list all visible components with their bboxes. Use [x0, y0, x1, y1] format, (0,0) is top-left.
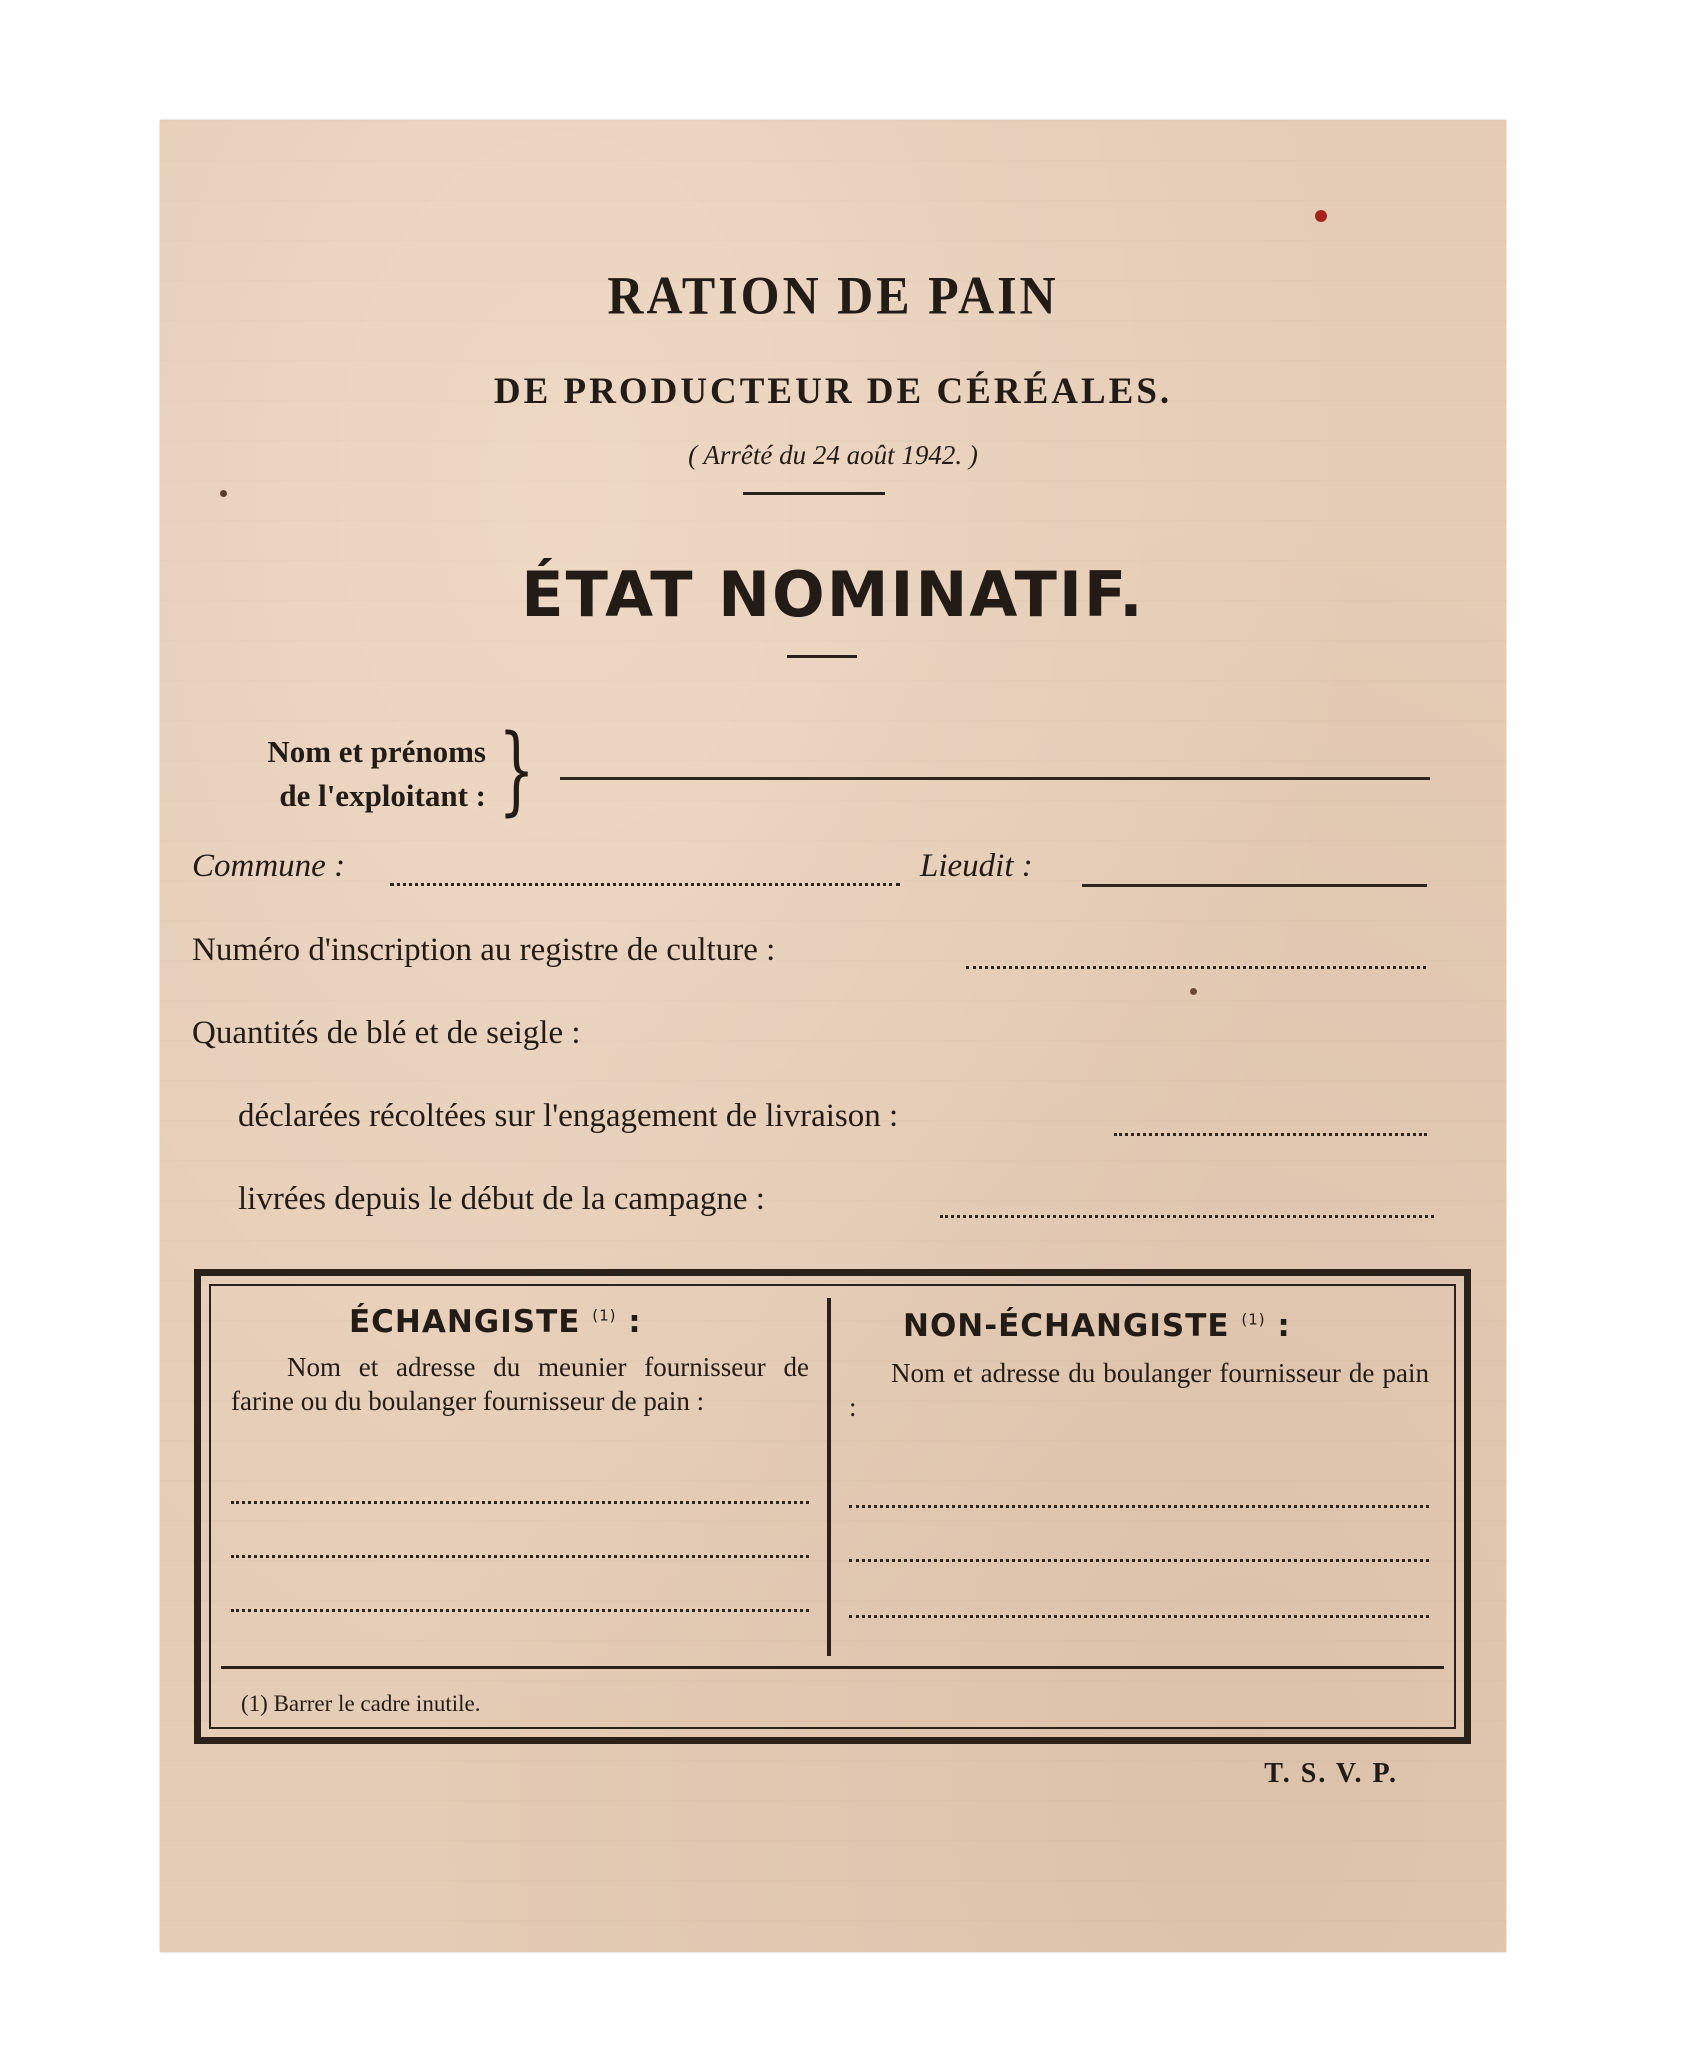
- registration-label: Numéro d'inscription au registre de culture :: [192, 932, 776, 968]
- form-title: RATION DE PAIN: [607, 264, 1059, 326]
- name-label: [190, 730, 486, 818]
- name-label-line2: de l'exploitant :: [279, 778, 486, 813]
- echangiste-line-1[interactable]: [231, 1498, 809, 1504]
- non-echangiste-title: [903, 1308, 1291, 1344]
- delivered-field[interactable]: [940, 1212, 1434, 1218]
- non-echangiste-line-3[interactable]: [849, 1612, 1429, 1618]
- echangiste-title: [349, 1304, 642, 1340]
- delivered-label: livrées depuis le début de la campagne :: [238, 1181, 765, 1217]
- footnote-ref: (1): [592, 1306, 617, 1325]
- footnote-divider: [221, 1666, 1444, 1669]
- registration-field[interactable]: [966, 963, 1426, 969]
- echangiste-line-2[interactable]: [231, 1552, 809, 1558]
- echangiste-line-3[interactable]: [231, 1606, 809, 1612]
- name-field[interactable]: [560, 774, 1430, 780]
- declared-field[interactable]: [1114, 1130, 1427, 1136]
- non-echangiste-line-2[interactable]: [849, 1556, 1429, 1562]
- decree-reference: ( Arrêté du 24 août 1942. ): [688, 440, 978, 470]
- supplier-box-inner: [209, 1284, 1456, 1729]
- footnote: (1) Barrer le cadre inutile.: [241, 1691, 481, 1716]
- lieudit-label: Lieudit :: [920, 848, 1033, 884]
- quantities-label: Quantités de blé et de seigle :: [192, 1015, 581, 1051]
- non-echangiste-title-text: NON-ÉCHANGISTE: [903, 1308, 1230, 1344]
- form-subtitle: DE PRODUCTEUR DE CÉRÉALES.: [493, 371, 1173, 412]
- name-label-line1: Nom et prénoms: [267, 734, 486, 769]
- brace-icon: }: [498, 714, 535, 826]
- echangiste-title-colon: :: [628, 1304, 642, 1340]
- column-divider: [827, 1298, 831, 1656]
- echangiste-title-text: ÉCHANGISTE: [349, 1304, 581, 1340]
- commune-label: Commune :: [192, 848, 346, 884]
- supplier-box: [194, 1269, 1471, 1744]
- commune-field[interactable]: [390, 880, 900, 886]
- red-ink-spot: [1315, 210, 1327, 222]
- please-turn-over: T. S. V. P.: [1264, 1758, 1398, 1789]
- header-divider: [743, 492, 885, 495]
- non-echangiste-title-colon: :: [1277, 1308, 1291, 1344]
- non-echangiste-instructions: Nom et adresse du boulanger fournisseur de pain :: [849, 1358, 1429, 1422]
- paper-speck: [1190, 988, 1197, 995]
- title-divider: [787, 655, 857, 658]
- form-sheet: [160, 120, 1506, 1952]
- lieudit-field[interactable]: [1082, 881, 1427, 887]
- declared-label: déclarées récoltées sur l'engagement de livraison :: [238, 1098, 899, 1134]
- document-title: ÉTAT NOMINATIF.: [521, 558, 1145, 631]
- echangiste-instructions: Nom et adresse du meunier fournisseur de farine ou du boulanger fournisseur de pain :: [231, 1352, 809, 1416]
- footnote-ref: (1): [1241, 1310, 1266, 1329]
- paper-speck: [220, 490, 227, 497]
- non-echangiste-line-1[interactable]: [849, 1502, 1429, 1508]
